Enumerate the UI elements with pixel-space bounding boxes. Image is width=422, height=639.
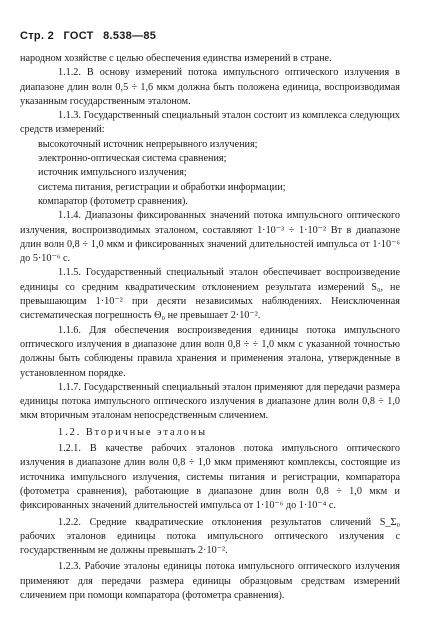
paragraph: 1.1.6. Для обеспечения воспроизведения единицы потока импульсного оптического излучения в диапазоне длин волн 0,8 ÷ ÷ 1,0 мкм с указанной точностью должны быть соблюдены правила хранения и применения эталона, утвержденные в установленном порядке. xyxy=(20,324,400,379)
list-item: компаратор (фотометр сравнения). xyxy=(38,195,188,207)
paragraph: народном хозяйстве с целью обеспечения единства измерений в стране. xyxy=(20,53,332,64)
paragraph: 1.1.7. Государственный специальный эталон применяют для передачи размера единицы потока импульсного оптического излучения в диапазоне длин волн 0,8 ÷ 1,0 мкм вторичным эталонам непосредственным сличением. xyxy=(20,381,400,422)
section-heading: 1.2. Вторичные эталоны xyxy=(58,426,208,438)
page-number: Стр. 2 xyxy=(20,30,55,42)
paragraph: 1.2.3. Рабочие эталоны единицы потока импульсного оптического излучения применяют для передачи размера единицы образцовым средствам измерений сличением при помощи компаратора (фотометра сравнения). xyxy=(20,561,400,601)
paragraph: 1.1.3. Государственный специальный эталон состоит из комплекса следующих средств измерений: xyxy=(20,110,400,136)
list-item: электронно-оптическая система сравнения; xyxy=(38,153,227,165)
standard-label: ГОСТ xyxy=(63,30,94,42)
paragraph: 1.2.1. В качестве рабочих эталонов потока импульсного оптического излучения в диапазоне длин волн 0,8 ÷ 1,0 мкм применяют комплексы, состоящие из источника импульсного излучения, системы питания и регистрации, компаратора (фотометра сравнения), работающие в диапазоне длин волн 0,8 ÷ 1,0 мкм и фиксированных значений длительностей импульса от 1·10⁻⁶ до 1·10⁻⁴ с. xyxy=(20,443,400,512)
list-item: система питания, регистрации и обработки информации; xyxy=(38,181,286,193)
list-item: высокоточный источник непрерывного излучения; xyxy=(38,138,258,150)
paragraph: 1.1.5. Государственный специальный эталон обеспечивает воспроизведение единицы со средним квадратическим отклонением результата измерений S₀, не превышающим 1·10⁻² при десяти независимых наблюдениях. Неисключенная систематическая погрешность Θ₀ не превышает 2·10⁻². xyxy=(20,267,400,322)
paragraph: 1.1.4. Диапазоны фиксированных значений потока импульсного оптического излучения, воспроизводимых эталоном, составляют 1·10⁻³ ÷ 1·10⁻² Вт в диапазоне длин волн 0,8 ÷ 1,0 мкм и фиксированных значений длительностей импульса от 1·10⁻⁶ до 5·10⁻⁶ с. xyxy=(20,210,400,265)
document-body xyxy=(20,52,400,603)
list-item: источник импульсного излучения; xyxy=(38,167,187,179)
paragraph: 1.2.2. Средние квадратические отклонения результатов сличений S_Σ₀ рабочих эталонов единицы потока импульсного оптического излучения с государственным не должны превышать 2·10⁻². xyxy=(20,516,400,557)
standard-number: 8.538—85 xyxy=(103,30,157,42)
page-header xyxy=(20,30,162,42)
paragraph: 1.1.2. В основу измерений потока импульсного оптического излучения в диапазоне длин волн 0,5 ÷ 1,6 мкм должна быть положена единица, воспроизводимая указанным государственным эталоном. xyxy=(20,67,400,107)
